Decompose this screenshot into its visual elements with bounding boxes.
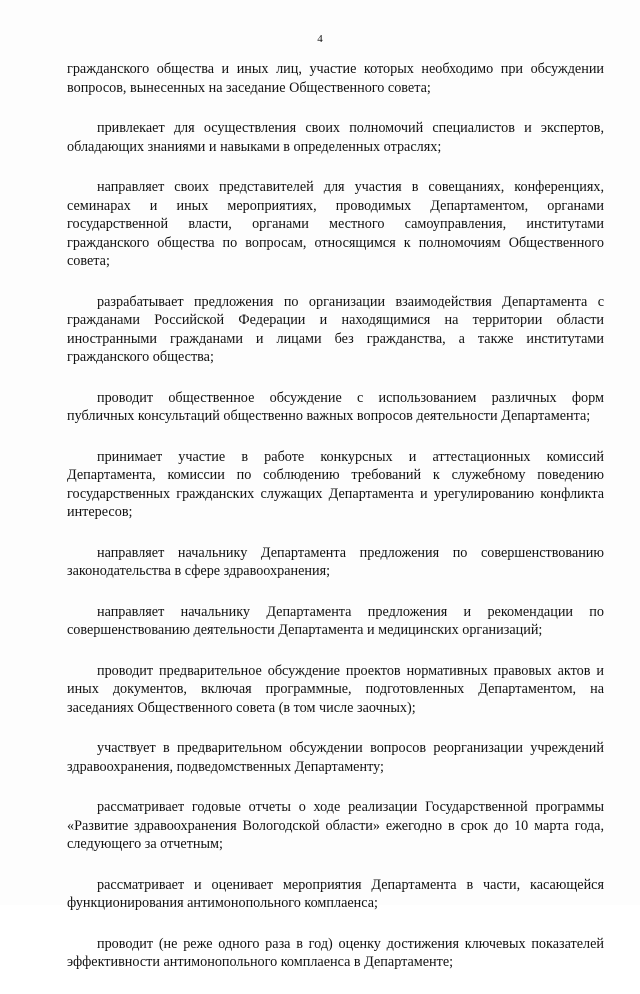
- paragraph: участвует в предварительном обсуждении вопросов реорганизации учреждений здравоохранения, подведомственных Департаменту;: [67, 740, 604, 775]
- paragraph: рассматривает годовые отчеты о ходе реализации Государственной программы «Развитие здравоохранения Вологодской области» ежегодно в срок до 10 марта года, следующего за отчетным;: [67, 799, 604, 852]
- document-body: [67, 60, 604, 994]
- paragraph: проводит общественное обсуждение с использованием различных форм публичных консультаций общественно важных вопросов деятельности Департамента;: [67, 389, 604, 424]
- paragraph: рассматривает и оценивает мероприятия Департамента в части, касающейся функционирования антимонопольного комплаенса;: [67, 876, 604, 911]
- paragraph: проводит предварительное обсуждение проектов нормативных правовых актов и иных документов, включая программные, подготовленных Департаментом, на заседаниях Общественного совета (в том числе заочных);: [67, 662, 604, 716]
- paragraph: разрабатывает предложения по организации взаимодействия Департамента с гражданами Российской Федерации и находящимися на территории области иностранными гражданами и лицами без гражданства, а также институтами гражданского общества;: [67, 293, 604, 365]
- paragraph: привлекает для осуществления своих полномочий специалистов и экспертов, обладающих знаниями и навыками в определенных отраслях;: [67, 120, 604, 155]
- page-number: 4: [317, 33, 323, 45]
- paragraph: гражданского общества и иных лиц, участие которых необходимо при обсуждении вопросов, вынесенных на заседание Общественного совета;: [67, 61, 604, 96]
- paragraph: направляет начальнику Департамента предложения по совершенствованию законодательства в сфере здравоохранения;: [67, 544, 604, 579]
- paragraph: направляет начальнику Департамента предложения и рекомендации по совершенствованию деятельности Департамента и медицинских организаций;: [67, 603, 604, 638]
- paragraph: принимает участие в работе конкурсных и аттестационных комиссий Департамента, комиссии по соблюдению требований к служебному поведению государственных гражданских служащих Департамента и урегулированию конфликта интересов;: [67, 448, 604, 520]
- paragraph: направляет своих представителей для участия в совещаниях, конференциях, семинарах и иных мероприятиях, проводимых Департаментом, органами государственной власти, органами местного самоуправления, институтами гражданского общества по вопросам, относящимся к полномочиям Общественного совета;: [67, 179, 604, 269]
- paragraph: проводит (не реже одного раза в год) оценку достижения ключевых показателей эффективности антимонопольного комплаенса в Департаменте;: [67, 935, 604, 970]
